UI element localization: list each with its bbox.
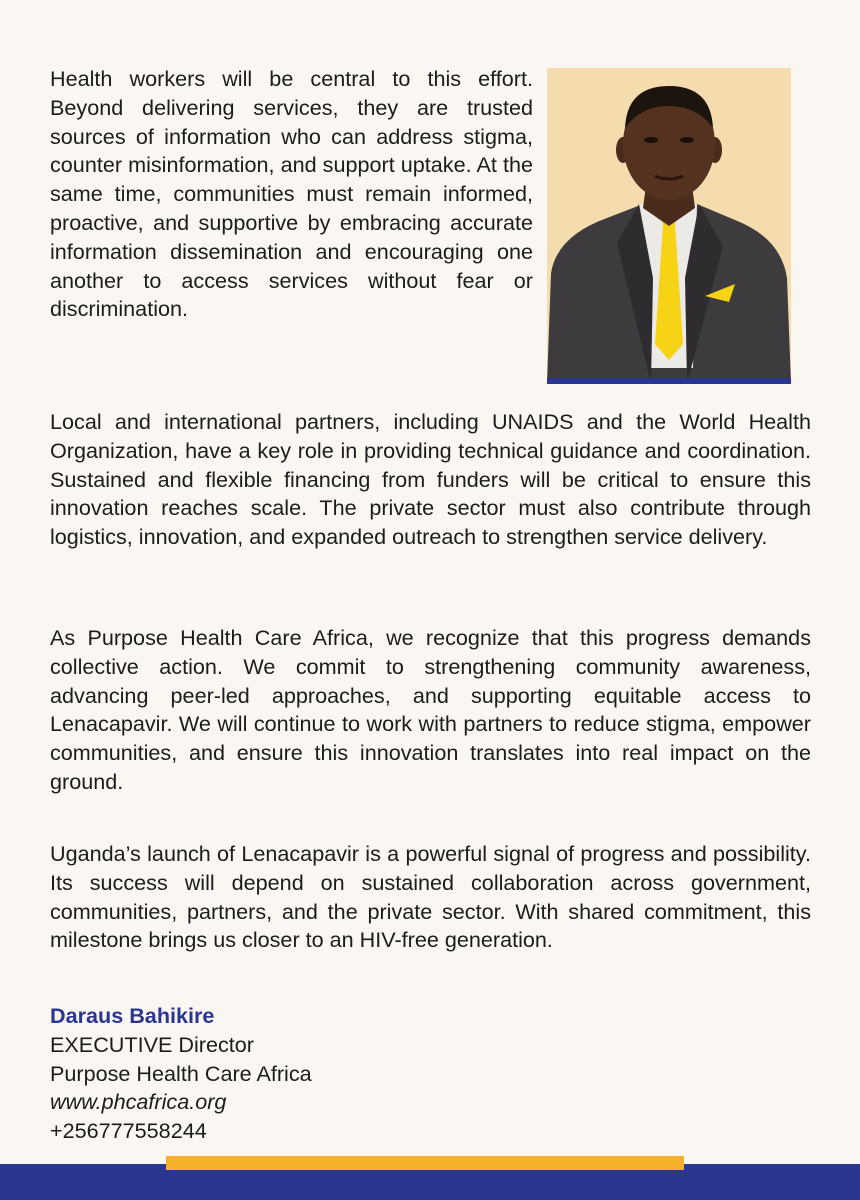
footer-gold-bar bbox=[166, 1156, 684, 1170]
body-paragraph-2: Local and international partners, including UNAIDS and the World Health Organization, have a key role in providing technical guidance and coordination. Sustained and flexible financing from funders will be critical to ensure this innovation reaches scale. The private sector must also contribute through logistics, innovation, and expanded outreach to strengthen service delivery. bbox=[50, 409, 811, 550]
signatory-title: EXECUTIVE Director bbox=[50, 1031, 254, 1057]
signatory-name: Daraus Bahikire bbox=[50, 1003, 215, 1028]
author-portrait bbox=[547, 68, 791, 384]
website-link[interactable]: www.phcafrica.org bbox=[50, 1089, 227, 1115]
signature-block bbox=[50, 1002, 312, 1146]
portrait-accent-bar bbox=[547, 378, 791, 384]
organization-name: Purpose Health Care Africa bbox=[50, 1060, 312, 1086]
body-paragraph-1: Health workers will be central to this effort. Beyond delivering services, they are trusted sources of information who can address stigma, counter misinformation, and support uptake. At the same time, communities must remain informed, proactive, and supportive by embracing accurate information dissemination and encouraging one another to access services without fear or discrimination. bbox=[50, 66, 533, 322]
phone-number: +256777558244 bbox=[50, 1118, 207, 1144]
body-paragraph-4: Uganda’s launch of Lenacapavir is a powerful signal of progress and possibility. Its success will depend on sustained collaboration across government, communities, partners, and the private sector. With shared commitment, this milestone brings us closer to an HIV-free generation. bbox=[50, 841, 811, 953]
body-paragraph-3: As Purpose Health Care Africa, we recognize that this progress demands collective action. We commit to strengthening community awareness, advancing peer-led approaches, and supporting equitable access to Lenacapavir. We will continue to work with partners to reduce stigma, empower communities, and ensure this innovation translates into real impact on the ground. bbox=[50, 625, 811, 794]
